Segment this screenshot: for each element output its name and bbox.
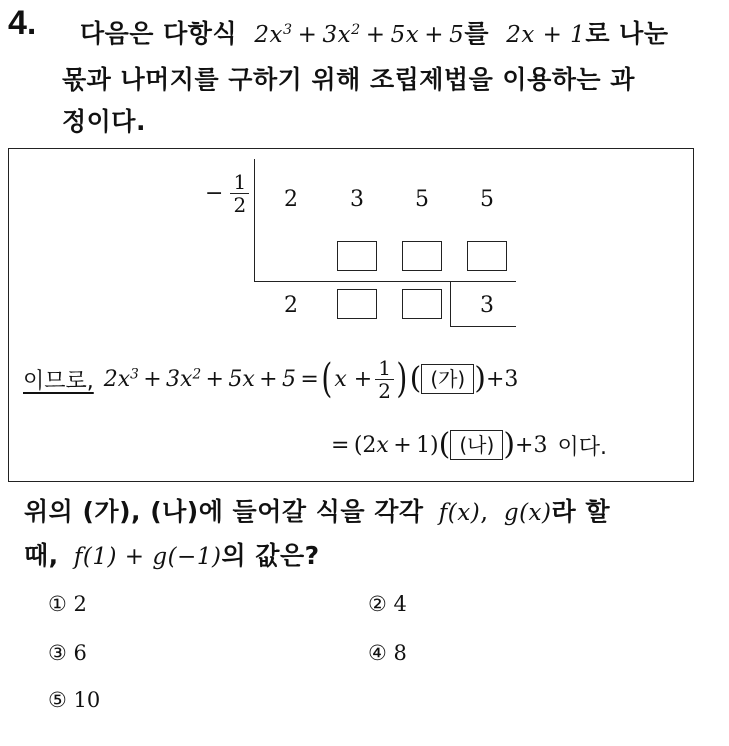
prompt-text-d: 의 값은? — [221, 541, 320, 570]
gx-label: g(x) — [503, 500, 552, 526]
sum-expr: f(1) + g(−1) — [73, 544, 222, 570]
choice-2[interactable] — [368, 592, 407, 616]
remainder-term-1: +3 — [485, 366, 519, 392]
blank1-left-paren: ( — [409, 361, 422, 396]
blank-bottom-1 — [337, 289, 377, 319]
prompt-text-b: 라 할 — [551, 497, 611, 526]
factor-fraction — [375, 357, 394, 402]
question-line-3: 정이다. — [62, 107, 146, 136]
choice-mark: ④ — [368, 641, 387, 665]
result-prefix: 이므로, — [23, 368, 94, 394]
choice-1[interactable] — [48, 592, 87, 616]
blank-bottom-2 — [402, 289, 442, 319]
divisor — [205, 171, 249, 216]
result-lhs: $2x^3 + 3x^2 + 5x + 5$ = — [103, 366, 319, 392]
choice-mark: ② — [368, 592, 387, 616]
question-line-2: 몫과 나머지를 구하기 위해 조립제법을 이용하는 과 — [62, 65, 635, 94]
remainder-value: 3 — [480, 293, 494, 318]
choice-value: 2 — [73, 592, 87, 616]
coef-2: 3 — [350, 187, 364, 212]
blank2-left-paren: ( — [438, 427, 451, 462]
result-line-1 — [23, 349, 518, 409]
remainder-underline — [450, 326, 516, 327]
blank-na: (나) — [450, 430, 503, 460]
blank1-right-paren: ) — [474, 361, 486, 396]
divisor-denominator: 2 — [233, 193, 247, 217]
divisor-sign: − — [205, 181, 224, 206]
choice-value: 6 — [73, 641, 87, 665]
coef-3: 5 — [415, 187, 429, 212]
result-line-2 — [331, 425, 607, 465]
result-eq2: = (2x + 1) — [331, 432, 439, 458]
division-horizontal-line — [254, 281, 516, 282]
coef-1: 2 — [284, 187, 298, 212]
blank-middle-1 — [337, 241, 377, 271]
prompt-comma: , — [480, 497, 489, 526]
choice-value: 4 — [393, 592, 407, 616]
remainder-vertical-line — [450, 281, 451, 326]
quotient-coef-1: 2 — [284, 293, 298, 318]
prompt-text-c: 때, — [24, 541, 59, 570]
factor-denominator: 2 — [378, 378, 391, 403]
blank-ga: (가) — [421, 364, 474, 394]
prompt-text-a: 위의 (가), (나)에 들어갈 식을 각각 — [24, 497, 424, 526]
right-paren: ) — [396, 356, 408, 402]
choice-mark: ⑤ — [48, 688, 67, 712]
solution-box — [8, 148, 694, 482]
question-text-a: 다음은 다항식 — [80, 19, 238, 48]
coef-4: 5 — [480, 187, 494, 212]
factor-x: x + — [334, 366, 373, 392]
blank-middle-2 — [402, 241, 442, 271]
blank2-right-paren: ) — [503, 427, 516, 462]
question-text-c: 로 나눈 — [585, 19, 669, 48]
remainder-term-2: +3 — [515, 432, 548, 458]
question-text-b: 를 — [464, 19, 489, 48]
choice-mark: ③ — [48, 641, 67, 665]
divisor-expr: 2x + 1 — [506, 22, 586, 48]
result-suffix: 이다. — [557, 434, 607, 460]
choice-5[interactable] — [48, 688, 100, 712]
question-line-1 — [80, 14, 668, 50]
question-number: 4. — [8, 4, 37, 42]
fx-label: f(x) — [438, 500, 481, 526]
choice-value: 10 — [73, 688, 101, 712]
divisor-fraction — [230, 171, 249, 216]
prompt-line-1 — [24, 492, 610, 528]
polynomial: $2x^3 + 3x^2 + 5x + 5$ — [254, 22, 465, 48]
choice-mark: ① — [48, 592, 67, 616]
blank-middle-3 — [467, 241, 507, 271]
choice-value: 8 — [393, 641, 407, 665]
choice-3[interactable] — [48, 641, 87, 665]
prompt-line-2 — [24, 536, 320, 572]
factor-numerator: 1 — [375, 357, 394, 380]
choice-4[interactable] — [368, 641, 407, 665]
divisor-numerator: 1 — [230, 171, 249, 194]
division-vertical-line — [254, 159, 255, 281]
left-paren: ( — [321, 356, 333, 402]
